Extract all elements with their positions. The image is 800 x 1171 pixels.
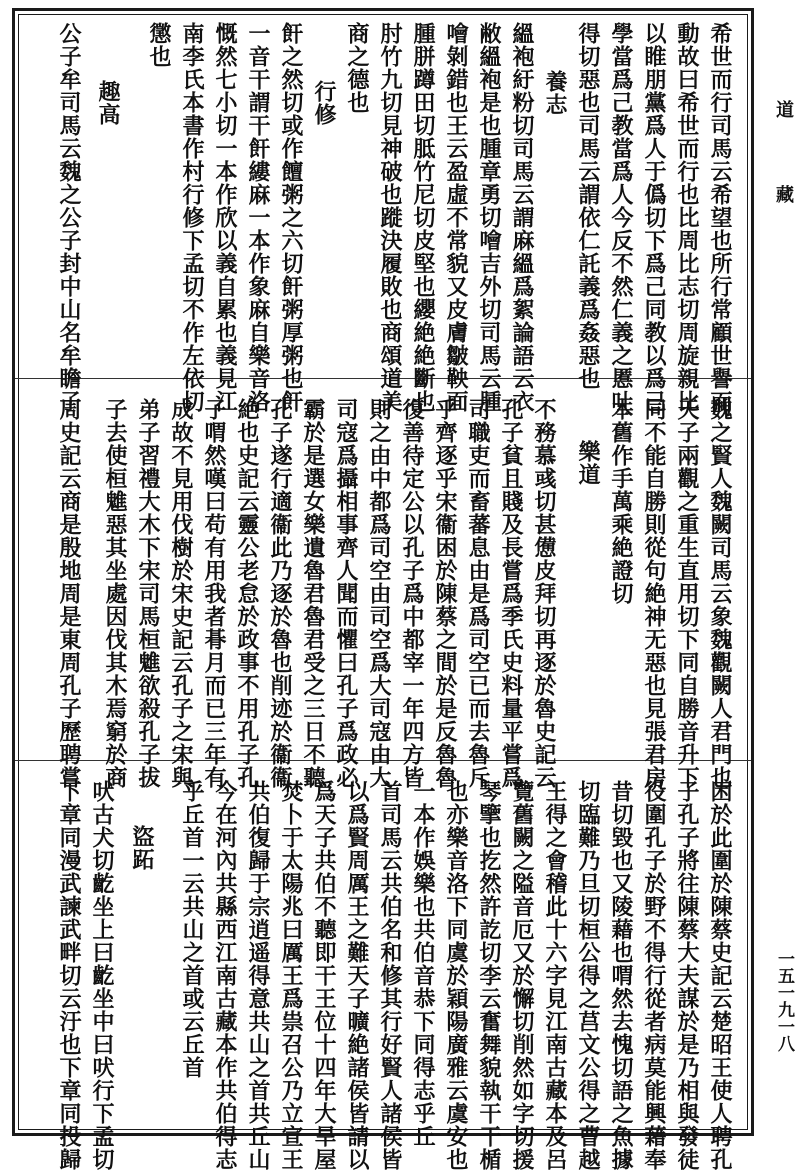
text-column: 乎齊逐乎宋衞困於陳蔡之間於是反魯魯 <box>432 398 458 789</box>
text-column: 敝縕袍是也腫章勇切噲吉外切司馬云腫 <box>476 22 502 413</box>
text-column: 飦之然切或作饘粥之六切飦粥厚粥也飦 <box>278 22 304 413</box>
text-column: 霸於是選女樂遺魯君魯君受之三日不聽 <box>300 398 326 789</box>
text-column: 得切惡也司馬云謂依仁託義爲姦惡也 <box>575 22 601 390</box>
text-column: 一音干謂干飦縷麻一本作象麻自樂音洛 <box>245 22 271 413</box>
text-column: 役圍孔子於野不得行從者病莫能興藉奉 <box>641 780 667 1171</box>
text-column: 子喟然嘆曰苟有用我者朞月而已三年有 <box>201 398 227 789</box>
text-column: 絶也史記云靈公老怠於政事不用孔子孔 <box>234 398 260 789</box>
text-column: 焚卜于太陽兆曰厲王爲祟召公乃立宣王 <box>278 780 304 1171</box>
section-title: 趣高 <box>95 80 121 126</box>
text-column: 動故曰希世而行也比周比志切周旋親比 <box>674 22 700 413</box>
text-column: 不務慕彧切甚憊皮拜切再逐於魯史記云 <box>531 398 557 789</box>
text-column: 共伯復歸于宗逍遥得意共山之首共丘山 <box>245 780 271 1171</box>
section-title: 盜跖 <box>129 825 155 871</box>
text-column: 以睢朋黨爲人于僞切下爲己同教以爲己 <box>641 22 667 413</box>
text-column: 司寇爲攝相事齊人聞而懼曰孔子爲政必 <box>333 398 359 789</box>
text-column: 孔子遂行適衞此乃逐於魯也削迹於衞衞 <box>267 398 293 789</box>
text-column: 孔子貧且賤及長嘗爲季氏史料量平嘗爲 <box>498 398 524 789</box>
text-column: 慨然七小切一本作欣以義自累也義見江 <box>212 22 238 413</box>
text-column: 復善待定公以孔子爲中都宰一年四方皆 <box>399 398 425 789</box>
text-column: 學當爲己教當爲人今反不然仁義之慝吐 <box>608 22 634 413</box>
text-column: 覽舊闕之隘音厄又於懈切削然如字切援 <box>509 780 535 1171</box>
text-column: 困於此圍於陳蔡史記云楚昭王使人聘孔 <box>707 780 733 1171</box>
text-column: 吠古犬切齕坐上曰齕坐中曰吠行下孟切 <box>89 780 115 1171</box>
text-column: 噲剝錯也王云盈虛不常貌又皮膚皺鞅面 <box>443 22 469 413</box>
text-column: 首司馬云共伯名和修其行好賢人諸侯皆 <box>377 780 403 1171</box>
text-column: 司職吏而畜蕃息由是爲司空已而去魯斥 <box>465 398 491 789</box>
text-column: 同不能自勝則從句絶神无惡也見張君房 <box>641 398 667 789</box>
text-column: 王得之會稽此十六字見江南古藏本及呂 <box>542 780 568 1171</box>
text-column: 乎丘首一云共山之首或云丘首 <box>179 780 205 1079</box>
text-column: 天子兩觀之重生直用切下同自勝音升下 <box>674 398 700 789</box>
text-column: 切臨難乃旦切桓公得之莒文公得之曹越 <box>575 780 601 1171</box>
text-column: 下章同漫武諫武畔切云汙也下章同投歸 <box>56 780 82 1171</box>
text-column: 縕袍紆粉切司馬云謂麻縕爲絮論語云衣 <box>509 22 535 413</box>
text-column: 昔切毀也又陵藉也喟然去愧切語之魚據 <box>608 780 634 1171</box>
text-column: 懲也 <box>146 22 172 68</box>
text-column: 琴擥也扢然許訖切李云奮舞貌執干干楯 <box>476 780 502 1171</box>
text-column: 肘竹九切見神破也蹝決履敗也商頌道美 <box>377 22 403 413</box>
text-column: 也亦樂音洛下同虞於穎陽廣雅云虞安也 <box>443 780 469 1171</box>
section-title: 行修 <box>311 80 337 126</box>
section-title: 養志 <box>542 70 568 116</box>
text-column: 本舊作手萬乘絶證切 <box>608 398 634 605</box>
text-column: 爲天子共伯不聽即干王位十四年大旱屋 <box>311 780 337 1171</box>
text-column: 則之由中都爲司空由司空爲大司寇由大 <box>366 398 392 789</box>
text-column: 一本作娛樂也共伯音恭下同得志乎丘 <box>410 780 436 1148</box>
text-column: 成故不見用伐樹於宋史記云孔子之宋與 <box>168 398 194 789</box>
text-column: 希世而行司馬云希望也所行常顧世譽而 <box>707 22 733 413</box>
text-column: 周史記云商是殷地周是東周孔子歷聘嘗 <box>56 398 82 789</box>
text-column: 魏之賢人魏闕司馬云象魏觀闕人君門也 <box>707 398 733 789</box>
text-column: 子孔子將往陳蔡大夫謀於是乃相與發徒 <box>674 780 700 1171</box>
text-column: 弟子習禮大木下宋司馬桓魋欲殺孔子拔 <box>135 398 161 789</box>
text-column: 以爲賢周厲王之難天子曠絶諸侯皆請以 <box>344 780 370 1171</box>
text-column: 子去使桓魋惡其坐處因伐其木焉窮於商 <box>102 398 128 789</box>
text-column: 腫胼蹲田切胝竹尼切皮堅也纓絶絶斷也 <box>410 22 436 413</box>
section-title: 樂道 <box>575 440 601 486</box>
text-column: 今在河內共縣西江南古藏本作共伯得志 <box>212 780 238 1171</box>
text-column: 商之德也 <box>344 22 370 114</box>
text-column: 南李氏本書作村行修下孟切不作左依切 <box>179 22 205 413</box>
text-column: 公子牟司馬云魏之公子封中山名牟瞻子 <box>56 22 82 413</box>
collection-title-char: 藏 <box>773 185 794 203</box>
page-number: 一五一九一八 <box>774 950 794 1052</box>
collection-title-char: 道 <box>773 100 794 118</box>
